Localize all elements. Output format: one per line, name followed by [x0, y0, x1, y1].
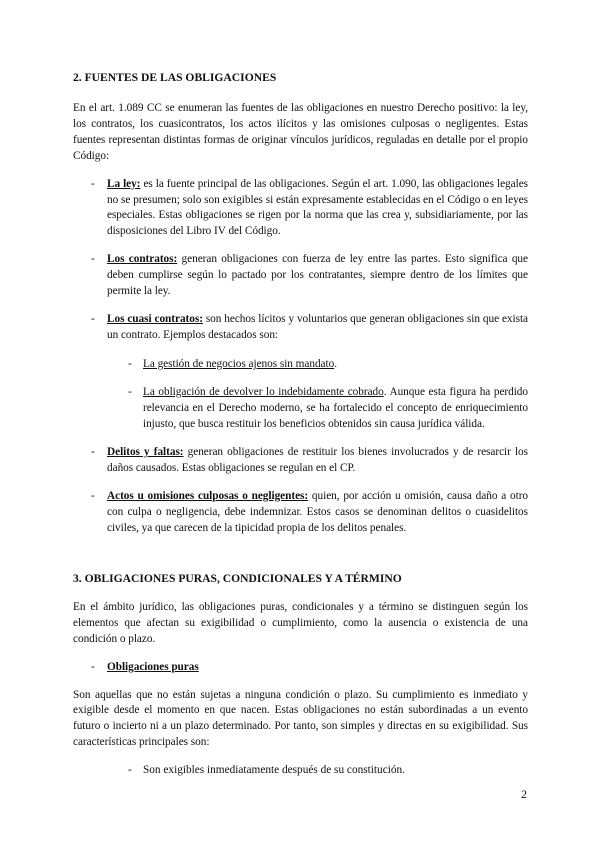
bullet-dash: - [91, 660, 95, 673]
bullet-dash: - [128, 357, 132, 370]
example-text: . [334, 357, 337, 370]
item-text: es la fuente principal de las obligaciones. Según el art. 1.090, las obligaciones legales no se presumen; solo son exigibles si están expresamente establecidas en el Código o en leyes especiales. Estas obligaciones se rigen por la norma que las crea y, subsidiariamente, por las disposiciones del Libro IV del Código. [107, 177, 528, 238]
example-title: La gestión de negocios ajenos sin mandato [143, 357, 335, 370]
bullet-dash: - [91, 490, 95, 503]
example-title: La obligación de devolver lo indebidamente cobrado [143, 385, 384, 398]
subheading-obligaciones-puras [73, 660, 528, 676]
section-2-intro: En el art. 1.089 CC se enumeran las fuentes de las obligaciones en nuestro Derecho positivo: la ley, los contratos, los cuasicontratos, los actos ilícitos y las omisiones culposas o negligentes. Estas fuentes representan distintas formas de originar vínculos jurídicos, reguladas en detalle por el propio Código: [73, 102, 528, 162]
example-text: . Aunque esta figura ha perdido relevancia en el Derecho moderno, se ha fortalecido el concepto de enriquecimiento injusto, que busca restituir los beneficios obtenidos sin causa jurídica válida. [143, 385, 529, 430]
section-2-heading: 2. FUENTES DE LAS OBLIGACIONES [73, 71, 277, 84]
term-ley: La ley: [107, 177, 141, 190]
obligaciones-puras-paragraph: Son aquellas que no están sujetas a ninguna condición o plazo. Su cumplimiento es inmediato y exigible desde el momento en que nacen. Estas obligaciones no están subordinadas a un evento futuro o incierto ni a un plazo determinado. Por tanto, son simples y directas en su exigibilidad. Sus características principales son: [73, 688, 528, 749]
page-number: 2 [521, 787, 527, 801]
sources-list [73, 177, 528, 537]
example-cobro-indebido [73, 385, 528, 433]
item-text: generan obligaciones con fuerza de ley entre las partes. Esto significa que deben cumplirse según lo pactado por los contratantes, siempre dentro de los límites que permite la ley. [107, 253, 528, 298]
term-cuasi-contratos: Los cuasi contratos: [107, 312, 203, 325]
characteristic-item [73, 763, 528, 779]
bullet-dash: - [128, 764, 132, 777]
characteristic-text: Son exigibles inmediatamente después de su constitución. [143, 764, 405, 777]
item-text: generan obligaciones de restituir los bienes involucrados y de resarcir los daños causados. Estas obligaciones se regulan en el CP. [107, 446, 528, 475]
list-item-actos-omisiones [73, 489, 528, 537]
list-item-ley [73, 177, 528, 241]
list-item-contratos [73, 252, 528, 300]
item-text: son hechos lícitos y voluntarios que generan obligaciones sin que exista un contrato. Ejemplos destacados son: [107, 312, 528, 341]
item-text: quien, por acción u omisión, causa daño a otro con culpa o negligencia, debe indemnizar. Estos casos se denominan delitos o cuasidelitos civiles, ya que carecen de la tipicidad propia de los delitos penales. [107, 490, 529, 535]
bullet-dash: - [91, 312, 95, 325]
bullet-dash: - [91, 253, 95, 266]
term-actos-omisiones: Actos u omisiones culposas o negligentes: [107, 490, 309, 503]
bullet-dash: - [91, 177, 95, 190]
term-delitos-faltas: Delitos y faltas: [107, 446, 184, 459]
bullet-dash: - [91, 446, 95, 459]
term-contratos: Los contratos: [107, 253, 178, 266]
section-3-intro: En el ámbito jurídico, las obligaciones puras, condicionales y a término se distinguen según los elementos que afectan su exigibilidad o cumplimiento, como la ausencia o existencia de una condición o plazo. [73, 600, 528, 645]
subheading-title: Obligaciones puras [107, 660, 199, 673]
example-gestion-negocios [73, 357, 528, 373]
section-3-heading: 3. OBLIGACIONES PURAS, CONDICIONALES Y A TÉRMINO [73, 571, 402, 585]
list-item-cuasi-contratos [73, 312, 528, 344]
bullet-dash: - [128, 385, 132, 398]
list-item-delitos-faltas [73, 445, 528, 477]
